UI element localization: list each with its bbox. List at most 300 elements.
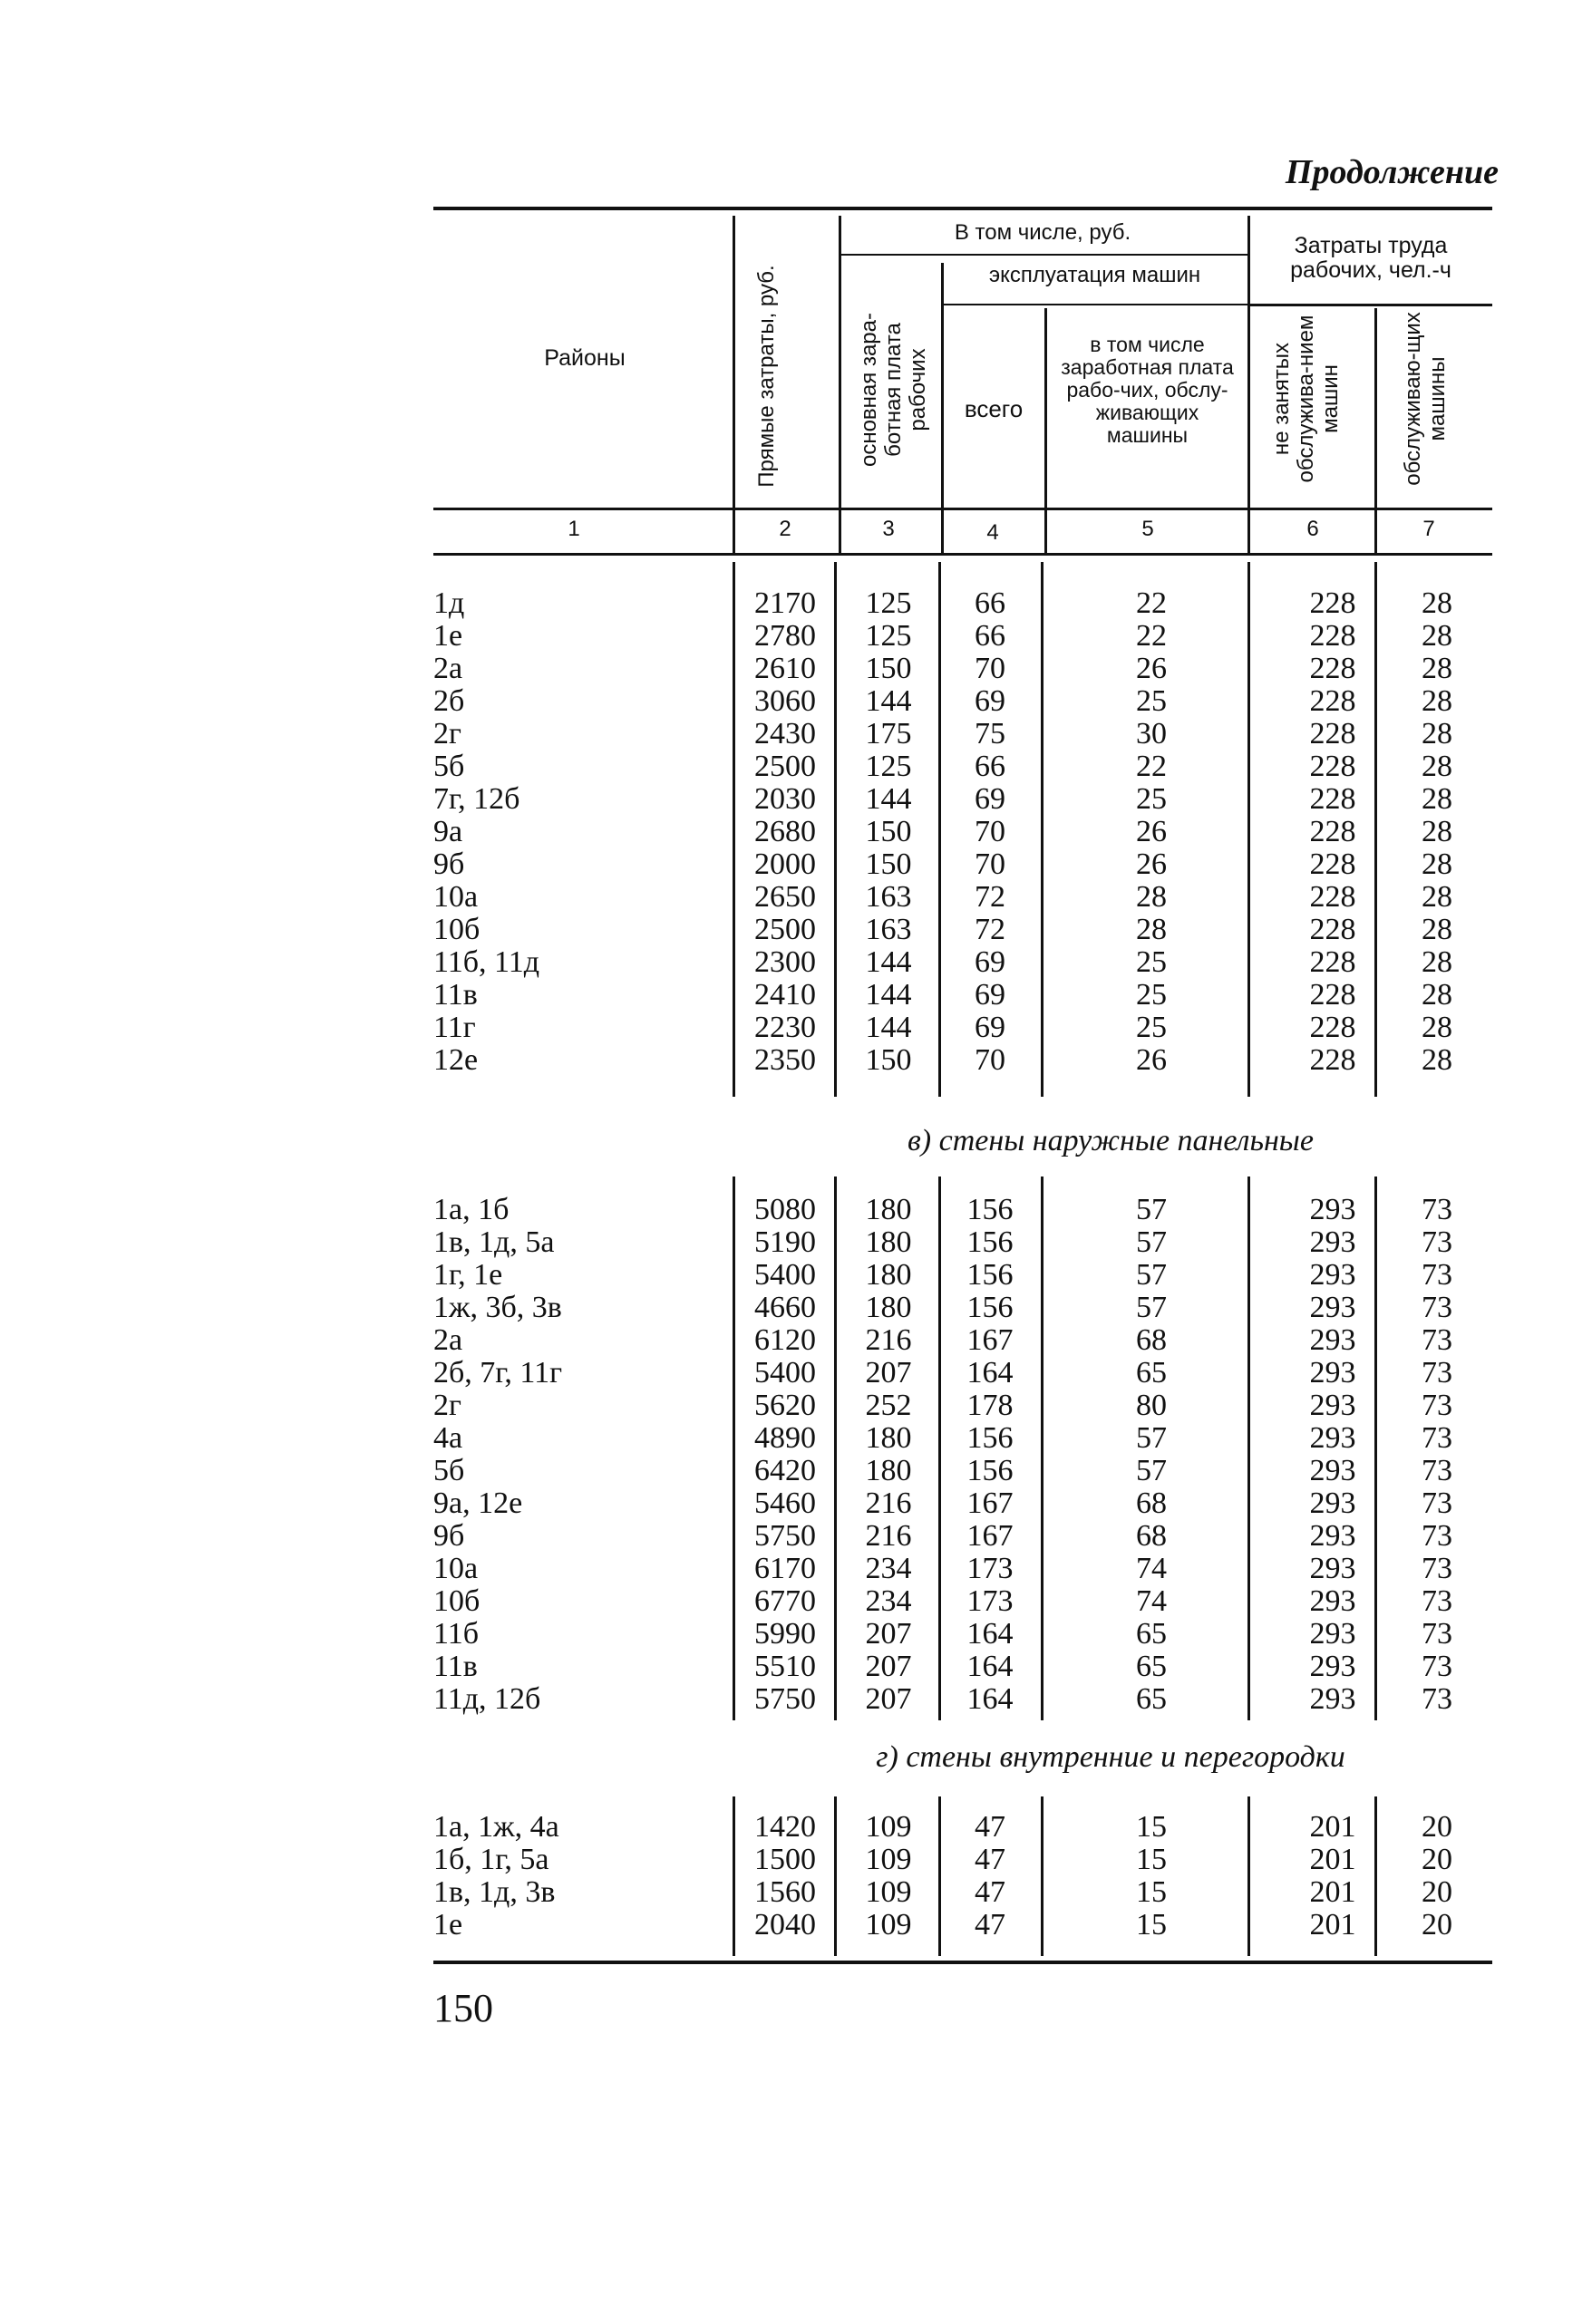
labor-not-serving-cell: 293 — [1309, 1519, 1356, 1553]
machine-wage-cell: 25 — [1136, 684, 1167, 718]
region-cell: 10б — [433, 1584, 481, 1618]
machine-wage-cell: 30 — [1136, 717, 1167, 750]
direct-costs-cell: 5400 — [754, 1356, 816, 1390]
labor-not-serving-cell: 228 — [1309, 847, 1356, 881]
labor-serving-cell: 28 — [1422, 847, 1452, 881]
labor-serving-cell: 20 — [1422, 1810, 1452, 1844]
labor-not-serving-cell: 228 — [1309, 717, 1356, 750]
machine-total-cell: 156 — [966, 1193, 1014, 1226]
labor-not-serving-cell: 293 — [1309, 1552, 1356, 1585]
labor-serving-cell: 73 — [1422, 1682, 1452, 1716]
labor-not-serving-cell: 293 — [1309, 1225, 1356, 1259]
labor-not-serving-cell: 293 — [1309, 1389, 1356, 1422]
labor-serving-cell: 28 — [1422, 945, 1452, 979]
table-row — [0, 620, 1592, 653]
base-wage-cell: 144 — [865, 782, 912, 816]
labor-serving-cell: 20 — [1422, 1875, 1452, 1909]
machine-wage-cell: 22 — [1136, 750, 1167, 783]
labor-not-serving-cell: 293 — [1309, 1291, 1356, 1324]
labor-serving-cell: 73 — [1422, 1584, 1452, 1618]
colnum-4: 4 — [986, 520, 999, 545]
base-wage-cell: 150 — [865, 815, 912, 848]
header-vline-5 — [1044, 308, 1047, 553]
labor-serving-cell: 73 — [1422, 1258, 1452, 1292]
machine-total-cell: 156 — [966, 1421, 1014, 1455]
direct-costs-cell: 5190 — [754, 1225, 816, 1259]
table-row — [0, 1683, 1592, 1716]
region-cell: 11г — [433, 1011, 476, 1044]
machine-total-cell: 164 — [966, 1650, 1014, 1683]
labor-not-serving-cell: 201 — [1309, 1875, 1356, 1909]
labor-not-serving-cell: 293 — [1309, 1193, 1356, 1226]
labor-not-serving-cell: 228 — [1309, 880, 1356, 914]
labor-not-serving-cell: 293 — [1309, 1486, 1356, 1520]
base-wage-cell: 125 — [865, 586, 912, 620]
machine-total-cell: 72 — [975, 913, 1005, 946]
labor-serving-cell: 28 — [1422, 880, 1452, 914]
base-wage-cell: 109 — [865, 1875, 912, 1909]
base-wage-cell: 234 — [865, 1584, 912, 1618]
region-cell: 2б, 7г, 11г — [433, 1356, 563, 1390]
direct-costs-cell: 6120 — [754, 1323, 816, 1357]
table-row — [0, 914, 1592, 946]
direct-costs-cell: 1560 — [754, 1875, 816, 1909]
machine-total-cell: 164 — [966, 1356, 1014, 1390]
machine-total-cell: 70 — [975, 1043, 1005, 1077]
table-row — [0, 1422, 1592, 1455]
base-wage-cell: 216 — [865, 1486, 912, 1520]
region-cell: 10б — [433, 913, 481, 946]
machine-total-cell: 164 — [966, 1617, 1014, 1651]
labor-serving-cell: 28 — [1422, 913, 1452, 946]
labor-not-serving-cell: 201 — [1309, 1843, 1356, 1876]
labor-not-serving-cell: 293 — [1309, 1584, 1356, 1618]
labor-serving-cell: 28 — [1422, 619, 1452, 653]
table-row — [0, 1909, 1592, 1942]
base-wage-cell: 207 — [865, 1617, 912, 1651]
direct-costs-cell: 4660 — [754, 1291, 816, 1324]
direct-costs-cell: 2780 — [754, 619, 816, 653]
table-bottom-rule — [433, 1961, 1492, 1964]
region-cell: 2г — [433, 1389, 461, 1422]
labor-serving-cell: 28 — [1422, 782, 1452, 816]
table-row — [0, 653, 1592, 685]
labor-serving-cell: 73 — [1422, 1421, 1452, 1455]
labor-not-serving-cell: 228 — [1309, 652, 1356, 685]
table-row — [0, 1876, 1592, 1909]
labor-serving-cell: 73 — [1422, 1552, 1452, 1585]
table-row — [0, 1651, 1592, 1683]
machine-wage-cell: 15 — [1136, 1908, 1167, 1942]
labor-not-serving-cell: 228 — [1309, 945, 1356, 979]
direct-costs-cell: 2430 — [754, 717, 816, 750]
machine-wage-cell: 15 — [1136, 1810, 1167, 1844]
table-row — [0, 1553, 1592, 1585]
machine-total-cell: 72 — [975, 880, 1005, 914]
direct-costs-cell: 2230 — [754, 1011, 816, 1044]
header-base-wage: основная зара-ботная плата рабочих — [857, 313, 930, 468]
labor-not-serving-cell: 201 — [1309, 1810, 1356, 1844]
machine-wage-cell: 26 — [1136, 847, 1167, 881]
base-wage-cell: 252 — [865, 1389, 912, 1422]
machine-total-cell: 167 — [966, 1486, 1014, 1520]
direct-costs-cell: 5080 — [754, 1193, 816, 1226]
labor-serving-cell: 73 — [1422, 1650, 1452, 1683]
colnum-5: 5 — [1141, 517, 1154, 541]
labor-serving-cell: 28 — [1422, 1011, 1452, 1044]
machine-wage-cell: 25 — [1136, 782, 1167, 816]
table-row — [0, 1292, 1592, 1324]
machine-total-cell: 156 — [966, 1291, 1014, 1324]
labor-not-serving-cell: 293 — [1309, 1682, 1356, 1716]
table-row — [0, 1226, 1592, 1259]
direct-costs-cell: 3060 — [754, 684, 816, 718]
labor-not-serving-cell: 228 — [1309, 815, 1356, 848]
direct-costs-cell: 5510 — [754, 1650, 816, 1683]
machine-wage-cell: 74 — [1136, 1584, 1167, 1618]
region-cell: 1е — [433, 619, 463, 653]
labor-not-serving-cell: 228 — [1309, 1043, 1356, 1077]
machine-total-cell: 47 — [975, 1908, 1005, 1942]
labor-serving-cell: 20 — [1422, 1908, 1452, 1942]
base-wage-cell: 180 — [865, 1454, 912, 1487]
base-wage-cell: 180 — [865, 1421, 912, 1455]
machine-total-cell: 164 — [966, 1682, 1014, 1716]
labor-not-serving-cell: 293 — [1309, 1650, 1356, 1683]
region-cell: 7г, 12б — [433, 782, 520, 816]
page-number: 150 — [433, 1986, 493, 2030]
table-row — [0, 1455, 1592, 1487]
colnum-7: 7 — [1422, 517, 1435, 541]
direct-costs-cell: 2500 — [754, 750, 816, 783]
direct-costs-cell: 2680 — [754, 815, 816, 848]
direct-costs-cell: 5990 — [754, 1617, 816, 1651]
base-wage-cell: 125 — [865, 619, 912, 653]
base-wage-cell: 144 — [865, 978, 912, 1012]
machine-wage-cell: 57 — [1136, 1454, 1167, 1487]
machine-wage-cell: 68 — [1136, 1323, 1167, 1357]
table-row — [0, 1618, 1592, 1651]
direct-costs-cell: 6170 — [754, 1552, 816, 1585]
machine-total-cell: 47 — [975, 1843, 1005, 1876]
region-cell: 1б, 1г, 5а — [433, 1843, 549, 1876]
labor-serving-cell: 73 — [1422, 1519, 1452, 1553]
machine-wage-cell: 26 — [1136, 815, 1167, 848]
header-not-serving: не занятых обслужива-нием машин — [1269, 315, 1343, 483]
region-cell: 1ж, 3б, 3в — [433, 1291, 562, 1324]
base-wage-cell: 150 — [865, 847, 912, 881]
labor-not-serving-cell: 293 — [1309, 1421, 1356, 1455]
base-wage-cell: 109 — [865, 1843, 912, 1876]
machine-total-cell: 173 — [966, 1552, 1014, 1585]
direct-costs-cell: 2040 — [754, 1908, 816, 1942]
labor-not-serving-cell: 293 — [1309, 1617, 1356, 1651]
table-row — [0, 783, 1592, 816]
header-total: всего — [964, 395, 1024, 422]
base-wage-cell: 180 — [865, 1258, 912, 1292]
machine-total-cell: 66 — [975, 619, 1005, 653]
base-wage-cell: 125 — [865, 750, 912, 783]
labor-serving-cell: 73 — [1422, 1454, 1452, 1487]
region-cell: 9а — [433, 815, 463, 848]
direct-costs-cell: 1500 — [754, 1843, 816, 1876]
header-vline-3 — [839, 216, 841, 553]
labor-not-serving-cell: 293 — [1309, 1454, 1356, 1487]
machine-wage-cell: 68 — [1136, 1519, 1167, 1553]
table-row — [0, 750, 1592, 783]
base-wage-cell: 216 — [865, 1519, 912, 1553]
region-cell: 5б — [433, 1454, 465, 1487]
machine-wage-cell: 28 — [1136, 913, 1167, 946]
machine-wage-cell: 28 — [1136, 880, 1167, 914]
machine-wage-cell: 22 — [1136, 619, 1167, 653]
header-vline-6 — [1247, 216, 1250, 553]
machine-total-cell: 178 — [966, 1389, 1014, 1422]
region-cell: 1а, 1б — [433, 1193, 510, 1226]
base-wage-cell: 109 — [865, 1908, 912, 1942]
region-cell: 1г, 1е — [433, 1258, 503, 1292]
labor-not-serving-cell: 293 — [1309, 1258, 1356, 1292]
labor-serving-cell: 73 — [1422, 1291, 1452, 1324]
labor-not-serving-cell: 228 — [1309, 684, 1356, 718]
table-row — [0, 1044, 1592, 1077]
labor-serving-cell: 28 — [1422, 1043, 1452, 1077]
base-wage-cell: 144 — [865, 684, 912, 718]
colnum-1: 1 — [568, 517, 580, 541]
labor-serving-cell: 73 — [1422, 1617, 1452, 1651]
machine-total-cell: 47 — [975, 1875, 1005, 1909]
machine-wage-cell: 57 — [1136, 1258, 1167, 1292]
region-cell: 1в, 1д, 5а — [433, 1225, 555, 1259]
machine-wage-cell: 57 — [1136, 1291, 1167, 1324]
labor-serving-cell: 28 — [1422, 815, 1452, 848]
table-row — [0, 816, 1592, 848]
machine-wage-cell: 74 — [1136, 1552, 1167, 1585]
header-incl-rub: В том числе, руб. — [954, 220, 1131, 245]
region-cell: 12е — [433, 1043, 479, 1077]
base-wage-cell: 207 — [865, 1650, 912, 1683]
base-wage-cell: 109 — [865, 1810, 912, 1844]
region-cell: 11д, 12б — [433, 1682, 541, 1716]
base-wage-cell: 175 — [865, 717, 912, 750]
table-row — [0, 685, 1592, 718]
base-wage-cell: 180 — [865, 1225, 912, 1259]
base-wage-cell: 180 — [865, 1291, 912, 1324]
region-cell: 11б — [433, 1617, 480, 1651]
machine-total-cell: 70 — [975, 815, 1005, 848]
machine-total-cell: 69 — [975, 978, 1005, 1012]
base-wage-cell: 207 — [865, 1356, 912, 1390]
base-wage-cell: 216 — [865, 1323, 912, 1357]
header-rule-incl — [839, 254, 1247, 256]
direct-costs-cell: 5400 — [754, 1258, 816, 1292]
labor-not-serving-cell: 228 — [1309, 750, 1356, 783]
machine-wage-cell: 65 — [1136, 1682, 1167, 1716]
table-row — [0, 1324, 1592, 1357]
table-row — [0, 881, 1592, 914]
machine-wage-cell: 65 — [1136, 1617, 1167, 1651]
table-row — [0, 1012, 1592, 1044]
direct-costs-cell: 2000 — [754, 847, 816, 881]
direct-costs-cell: 5750 — [754, 1519, 816, 1553]
machine-wage-cell: 65 — [1136, 1650, 1167, 1683]
continuation-label: Продолжение — [1285, 153, 1499, 191]
section-title-inner-walls: г) стены внутренние и перегородки — [876, 1740, 1345, 1774]
machine-total-cell: 156 — [966, 1454, 1014, 1487]
header-bottom-rule — [433, 508, 1492, 510]
base-wage-cell: 144 — [865, 1011, 912, 1044]
table-row — [0, 587, 1592, 620]
header-regions: Районы — [544, 345, 626, 371]
header-direct-costs: Прямые затраты, руб. — [754, 265, 779, 488]
direct-costs-cell: 2350 — [754, 1043, 816, 1077]
region-cell: 9а, 12е — [433, 1486, 523, 1520]
region-cell: 9б — [433, 847, 465, 881]
direct-costs-cell: 2300 — [754, 945, 816, 979]
machine-total-cell: 70 — [975, 652, 1005, 685]
base-wage-cell: 144 — [865, 945, 912, 979]
region-cell: 2г — [433, 717, 461, 750]
machine-total-cell: 156 — [966, 1225, 1014, 1259]
machine-total-cell: 66 — [975, 750, 1005, 783]
direct-costs-cell: 5460 — [754, 1486, 816, 1520]
region-cell: 11в — [433, 978, 478, 1012]
machine-wage-cell: 57 — [1136, 1421, 1167, 1455]
direct-costs-cell: 1420 — [754, 1810, 816, 1844]
machine-total-cell: 69 — [975, 945, 1005, 979]
region-cell: 10а — [433, 1552, 479, 1585]
region-cell: 11б, 11д — [433, 945, 540, 979]
colnum-3: 3 — [882, 517, 895, 541]
machine-wage-cell: 15 — [1136, 1843, 1167, 1876]
table-top-rule — [433, 207, 1492, 210]
base-wage-cell: 150 — [865, 1043, 912, 1077]
direct-costs-cell: 2500 — [754, 913, 816, 946]
table-row — [0, 1844, 1592, 1876]
base-wage-cell: 163 — [865, 880, 912, 914]
table-row — [0, 1357, 1592, 1390]
region-cell: 1е — [433, 1908, 463, 1942]
direct-costs-cell: 2610 — [754, 652, 816, 685]
direct-costs-cell: 4890 — [754, 1421, 816, 1455]
table-row — [0, 946, 1592, 979]
labor-serving-cell: 28 — [1422, 586, 1452, 620]
direct-costs-cell: 2030 — [754, 782, 816, 816]
labor-serving-cell: 73 — [1422, 1389, 1452, 1422]
labor-not-serving-cell: 228 — [1309, 586, 1356, 620]
direct-costs-cell: 2170 — [754, 586, 816, 620]
labor-serving-cell: 73 — [1422, 1225, 1452, 1259]
region-cell: 1д — [433, 586, 465, 620]
region-cell: 10а — [433, 880, 479, 914]
section-title-outer-walls: в) стены наружные панельные — [908, 1124, 1314, 1157]
base-wage-cell: 207 — [865, 1682, 912, 1716]
labor-not-serving-cell: 201 — [1309, 1908, 1356, 1942]
direct-costs-cell: 5620 — [754, 1389, 816, 1422]
machine-wage-cell: 25 — [1136, 1011, 1167, 1044]
labor-not-serving-cell: 228 — [1309, 913, 1356, 946]
base-wage-cell: 163 — [865, 913, 912, 946]
table-row — [0, 848, 1592, 881]
table-row — [0, 979, 1592, 1012]
machine-wage-cell: 57 — [1136, 1193, 1167, 1226]
labor-not-serving-cell: 228 — [1309, 782, 1356, 816]
machine-wage-cell: 80 — [1136, 1389, 1167, 1422]
base-wage-cell: 150 — [865, 652, 912, 685]
machine-total-cell: 69 — [975, 1011, 1005, 1044]
machine-wage-cell: 26 — [1136, 1043, 1167, 1077]
base-wage-cell: 180 — [865, 1193, 912, 1226]
machine-total-cell: 47 — [975, 1810, 1005, 1844]
base-wage-cell: 234 — [865, 1552, 912, 1585]
machine-total-cell: 69 — [975, 782, 1005, 816]
machine-total-cell: 167 — [966, 1323, 1014, 1357]
machine-wage-cell: 68 — [1136, 1486, 1167, 1520]
region-cell: 9б — [433, 1519, 465, 1553]
labor-not-serving-cell: 228 — [1309, 619, 1356, 653]
direct-costs-cell: 5750 — [754, 1682, 816, 1716]
machine-total-cell: 75 — [975, 717, 1005, 750]
machine-total-cell: 69 — [975, 684, 1005, 718]
colnum-2: 2 — [779, 517, 791, 541]
region-cell: 11в — [433, 1650, 478, 1683]
direct-costs-cell: 6770 — [754, 1584, 816, 1618]
region-cell: 4а — [433, 1421, 463, 1455]
labor-serving-cell: 73 — [1422, 1356, 1452, 1390]
machine-wage-cell: 15 — [1136, 1875, 1167, 1909]
labor-not-serving-cell: 228 — [1309, 1011, 1356, 1044]
machine-total-cell: 156 — [966, 1258, 1014, 1292]
region-cell: 2а — [433, 1323, 463, 1357]
table-row — [0, 1194, 1592, 1226]
direct-costs-cell: 6420 — [754, 1454, 816, 1487]
labor-serving-cell: 73 — [1422, 1193, 1452, 1226]
table-row — [0, 1811, 1592, 1844]
colnum-6: 6 — [1306, 517, 1319, 541]
header-vline-4 — [941, 263, 944, 553]
region-cell: 2б — [433, 684, 465, 718]
header-serving: обслуживаю-щих машины — [1401, 312, 1450, 486]
machine-wage-cell: 65 — [1136, 1356, 1167, 1390]
region-cell: 2а — [433, 652, 463, 685]
table-row — [0, 1520, 1592, 1553]
machine-total-cell: 173 — [966, 1584, 1014, 1618]
labor-not-serving-cell: 293 — [1309, 1356, 1356, 1390]
region-cell: 5б — [433, 750, 465, 783]
machine-total-cell: 167 — [966, 1519, 1014, 1553]
labor-serving-cell: 28 — [1422, 652, 1452, 685]
header-labor-costs: Затраты труда рабочих, чел.-ч — [1290, 233, 1451, 283]
header-machine-operation: эксплуатация машин — [988, 263, 1201, 287]
table-row — [0, 718, 1592, 750]
header-incl-wage: в том числе заработная плата рабо-чих, обслу-живающих машины — [1061, 333, 1234, 447]
machine-total-cell: 66 — [975, 586, 1005, 620]
labor-serving-cell: 28 — [1422, 717, 1452, 750]
labor-not-serving-cell: 228 — [1309, 978, 1356, 1012]
table-row — [0, 1259, 1592, 1292]
table-row — [0, 1487, 1592, 1520]
labor-not-serving-cell: 293 — [1309, 1323, 1356, 1357]
header-vline-7 — [1374, 308, 1377, 553]
colnum-bottom-rule — [433, 553, 1492, 556]
table-row — [0, 1585, 1592, 1618]
header-rule-machines — [941, 304, 1247, 305]
machine-wage-cell: 25 — [1136, 945, 1167, 979]
labor-serving-cell: 28 — [1422, 978, 1452, 1012]
direct-costs-cell: 2410 — [754, 978, 816, 1012]
machine-wage-cell: 57 — [1136, 1225, 1167, 1259]
labor-serving-cell: 28 — [1422, 750, 1452, 783]
